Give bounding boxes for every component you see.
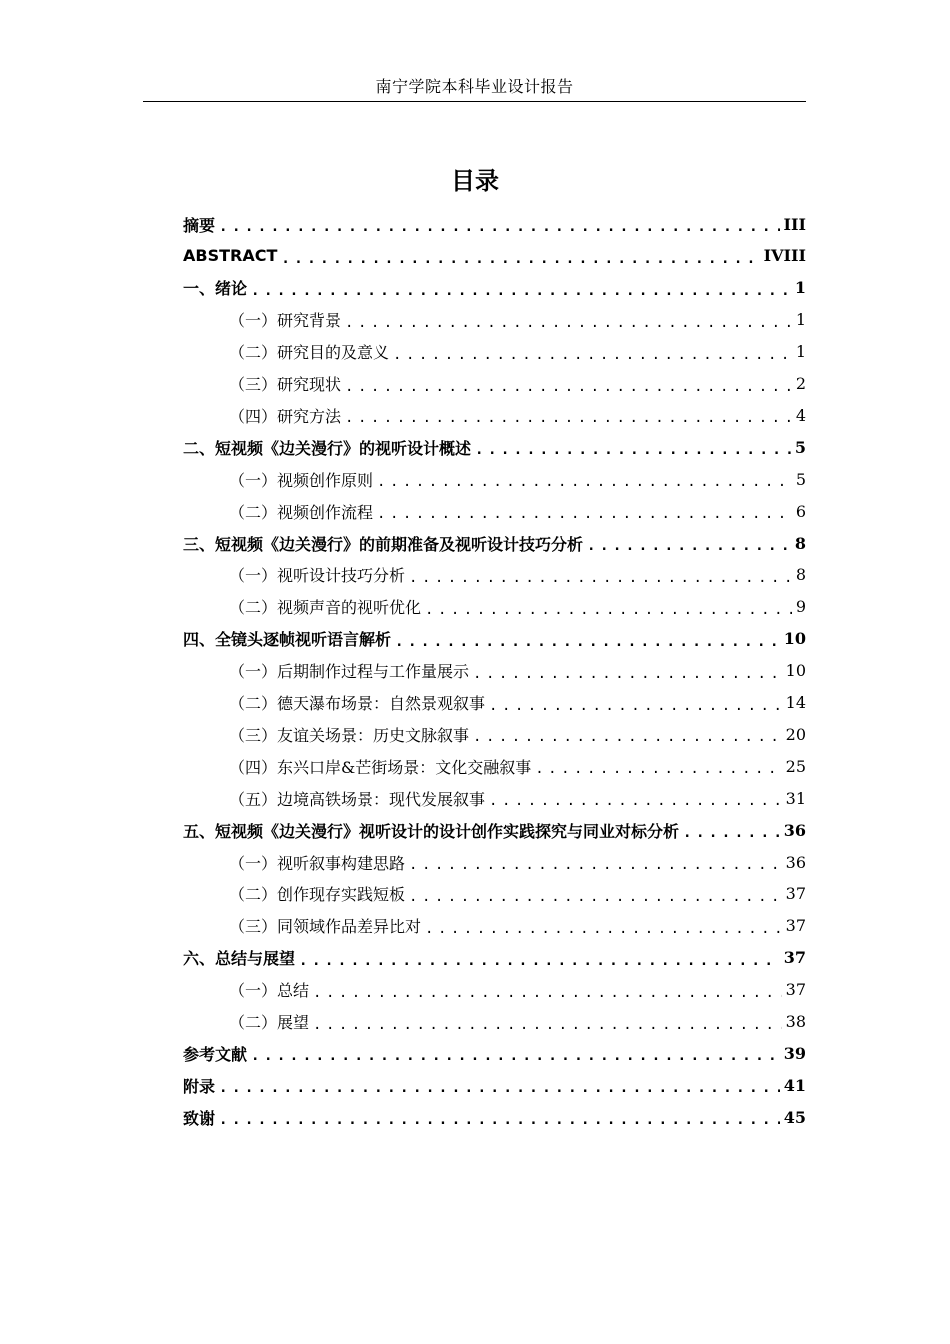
toc-subentry[interactable]	[229, 463, 806, 495]
toc-subentry[interactable]	[229, 687, 806, 719]
toc-entry[interactable]	[183, 1037, 806, 1069]
toc-page-number: 5	[795, 469, 806, 489]
toc-dot-leader	[251, 278, 791, 298]
toc-dot-leader	[489, 693, 782, 713]
toc-entry[interactable]	[183, 942, 806, 974]
toc-dot-leader	[395, 629, 780, 649]
toc-entry-label: （一）视听叙事构建思路	[229, 853, 406, 873]
toc-page-number: III	[783, 214, 806, 234]
toc-entry-label: （一）视听设计技巧分析	[229, 566, 406, 586]
toc-entry[interactable]	[183, 208, 806, 240]
toc-page-number: 8	[794, 533, 806, 553]
toc-entry-label: ABSTRACT	[183, 246, 278, 266]
toc-entry[interactable]	[183, 814, 806, 846]
toc-entry-label: （二）德天瀑布场景：自然景观叙事	[229, 694, 486, 713]
toc-dot-leader	[409, 852, 782, 872]
toc-page-number: 36	[785, 852, 806, 872]
toc-subentry[interactable]	[229, 368, 806, 400]
toc-dot-leader	[299, 948, 780, 968]
toc-dot-leader	[475, 437, 791, 457]
toc-subentry[interactable]	[229, 655, 806, 687]
toc-page-number: 1	[795, 342, 806, 362]
toc-dot-leader	[313, 980, 782, 1000]
toc-subentry[interactable]	[229, 750, 806, 782]
toc-dot-leader	[683, 820, 780, 840]
toc-dot-leader	[345, 374, 792, 394]
toc-entry[interactable]	[183, 623, 806, 655]
toc-entry[interactable]	[183, 272, 806, 304]
toc-entry-label: 参考文献	[183, 1044, 248, 1064]
toc-page-number: 20	[785, 724, 806, 744]
toc-subentry[interactable]	[229, 591, 806, 623]
toc-dot-leader	[377, 469, 792, 489]
toc-entry-label: （二）视频创作流程	[229, 502, 374, 522]
toc-entry-label: （二）创作现存实践短板	[229, 885, 406, 905]
toc-dot-leader	[345, 310, 792, 330]
toc-dot-leader	[425, 916, 782, 936]
toc-page-number: 1	[794, 278, 806, 298]
toc-entry-label: 五、短视频《边关漫行》视听设计的设计创作实践探究与同业对标分析	[183, 821, 680, 841]
toc-page-number: 45	[783, 1107, 806, 1127]
toc-dot-leader	[281, 246, 759, 266]
toc-subentry[interactable]	[229, 974, 806, 1006]
toc-page-number: 31	[785, 788, 806, 808]
toc-entry-label: 六、总结与展望	[183, 949, 296, 969]
toc-subentry[interactable]	[229, 878, 806, 910]
toc-dot-leader	[219, 1075, 780, 1095]
toc-entry-label: （一）总结	[229, 981, 310, 1001]
toc-page-number: 9	[795, 597, 806, 617]
toc-entry-label: 一、绪论	[183, 279, 248, 299]
toc-page-number: 10	[783, 629, 806, 649]
toc-entry-label: （三）友谊关场景：历史文脉叙事	[229, 725, 470, 745]
toc-entry[interactable]	[183, 431, 806, 463]
toc-subentry[interactable]	[229, 495, 806, 527]
toc-entry[interactable]	[183, 1101, 806, 1133]
toc-subentry[interactable]	[229, 718, 806, 750]
toc-dot-leader	[251, 1043, 780, 1063]
toc-entry-label: 二、短视频《边关漫行》的视听设计概述	[183, 438, 472, 458]
toc-entry-label: （五）边境高铁场景：现代发展叙事	[229, 789, 486, 809]
toc-subentry[interactable]	[229, 782, 806, 814]
toc-dot-leader	[535, 756, 781, 776]
toc-entry-label: 三、短视频《边关漫行》的前期准备及视听设计技巧分析	[183, 534, 584, 554]
toc-page-number: 41	[783, 1075, 806, 1095]
toc-entry-label: （二）视频声音的视听优化	[229, 598, 422, 618]
toc-entry-label: （一）后期制作过程与工作量展示	[229, 662, 470, 682]
toc-entry[interactable]	[183, 1069, 806, 1101]
page-title: 目录	[451, 167, 499, 195]
toc-subentry[interactable]	[229, 304, 806, 336]
toc-dot-leader	[313, 1012, 782, 1032]
toc-page-number: 5	[794, 437, 806, 457]
toc-subentry[interactable]	[229, 399, 806, 431]
toc-entry-label: 四、全镜头逐帧视听语言解析	[183, 630, 392, 650]
toc-page-number: 2	[795, 374, 806, 393]
toc-page-number: IVIII	[763, 246, 806, 266]
toc-dot-leader	[425, 597, 792, 617]
toc-entry-label: （四）东兴口岸&芒街场景：文化交融叙事	[229, 757, 532, 777]
toc-entry-label: 致谢	[183, 1108, 216, 1128]
toc-entry-label: 摘要	[183, 215, 216, 235]
toc-entry-label: （三）同领域作品差异比对	[229, 917, 422, 937]
toc-page-number: 4	[795, 405, 806, 425]
toc-subentry[interactable]	[229, 846, 806, 878]
toc-page-number: 37	[785, 916, 806, 936]
toc-subentry[interactable]	[229, 910, 806, 942]
toc-entry-label: （一）视频创作原则	[229, 470, 374, 490]
toc-entry-label: （三）研究现状	[229, 375, 342, 394]
toc-page-number: 8	[795, 565, 806, 585]
toc-entry-label: （二）展望	[229, 1013, 310, 1032]
toc-dot-leader	[587, 533, 791, 553]
toc-dot-leader	[473, 724, 782, 744]
toc-page-number: 37	[785, 884, 806, 904]
toc-page-number: 6	[795, 501, 806, 521]
toc-subentry[interactable]	[229, 336, 806, 368]
toc-entry-label: （四）研究方法	[229, 406, 342, 426]
toc-page-number: 1	[795, 310, 806, 330]
toc-dot-leader	[345, 405, 792, 425]
toc-entry-label: （一）研究背景	[229, 311, 342, 331]
toc-entry[interactable]	[183, 527, 806, 559]
toc-dot-leader	[473, 661, 782, 681]
toc-page-number: 37	[785, 980, 806, 1000]
toc-entry[interactable]	[183, 240, 806, 272]
toc-subentry[interactable]	[229, 1006, 806, 1038]
toc-page-number: 38	[785, 1012, 806, 1031]
page-header: 南宁学院本科毕业设计报告	[375, 77, 574, 96]
toc-dot-leader	[219, 214, 780, 234]
toc-entry-label: 附录	[183, 1076, 216, 1096]
toc-page-number: 39	[783, 1043, 806, 1063]
toc-dot-leader	[377, 501, 792, 521]
toc-dot-leader	[409, 565, 792, 585]
toc-page-number: 36	[783, 820, 806, 840]
toc-page-number: 37	[783, 948, 806, 968]
toc-dot-leader	[219, 1107, 780, 1127]
toc-page-number: 10	[785, 661, 806, 681]
toc-dot-leader	[393, 342, 792, 362]
toc-subentry[interactable]	[229, 559, 806, 591]
toc-entry-label: （二）研究目的及意义	[229, 343, 390, 363]
toc-page-number: 14	[785, 693, 806, 712]
header-divider	[143, 101, 806, 102]
toc-dot-leader	[409, 884, 782, 904]
toc-page-number: 25	[785, 756, 806, 776]
toc-dot-leader	[489, 788, 782, 808]
